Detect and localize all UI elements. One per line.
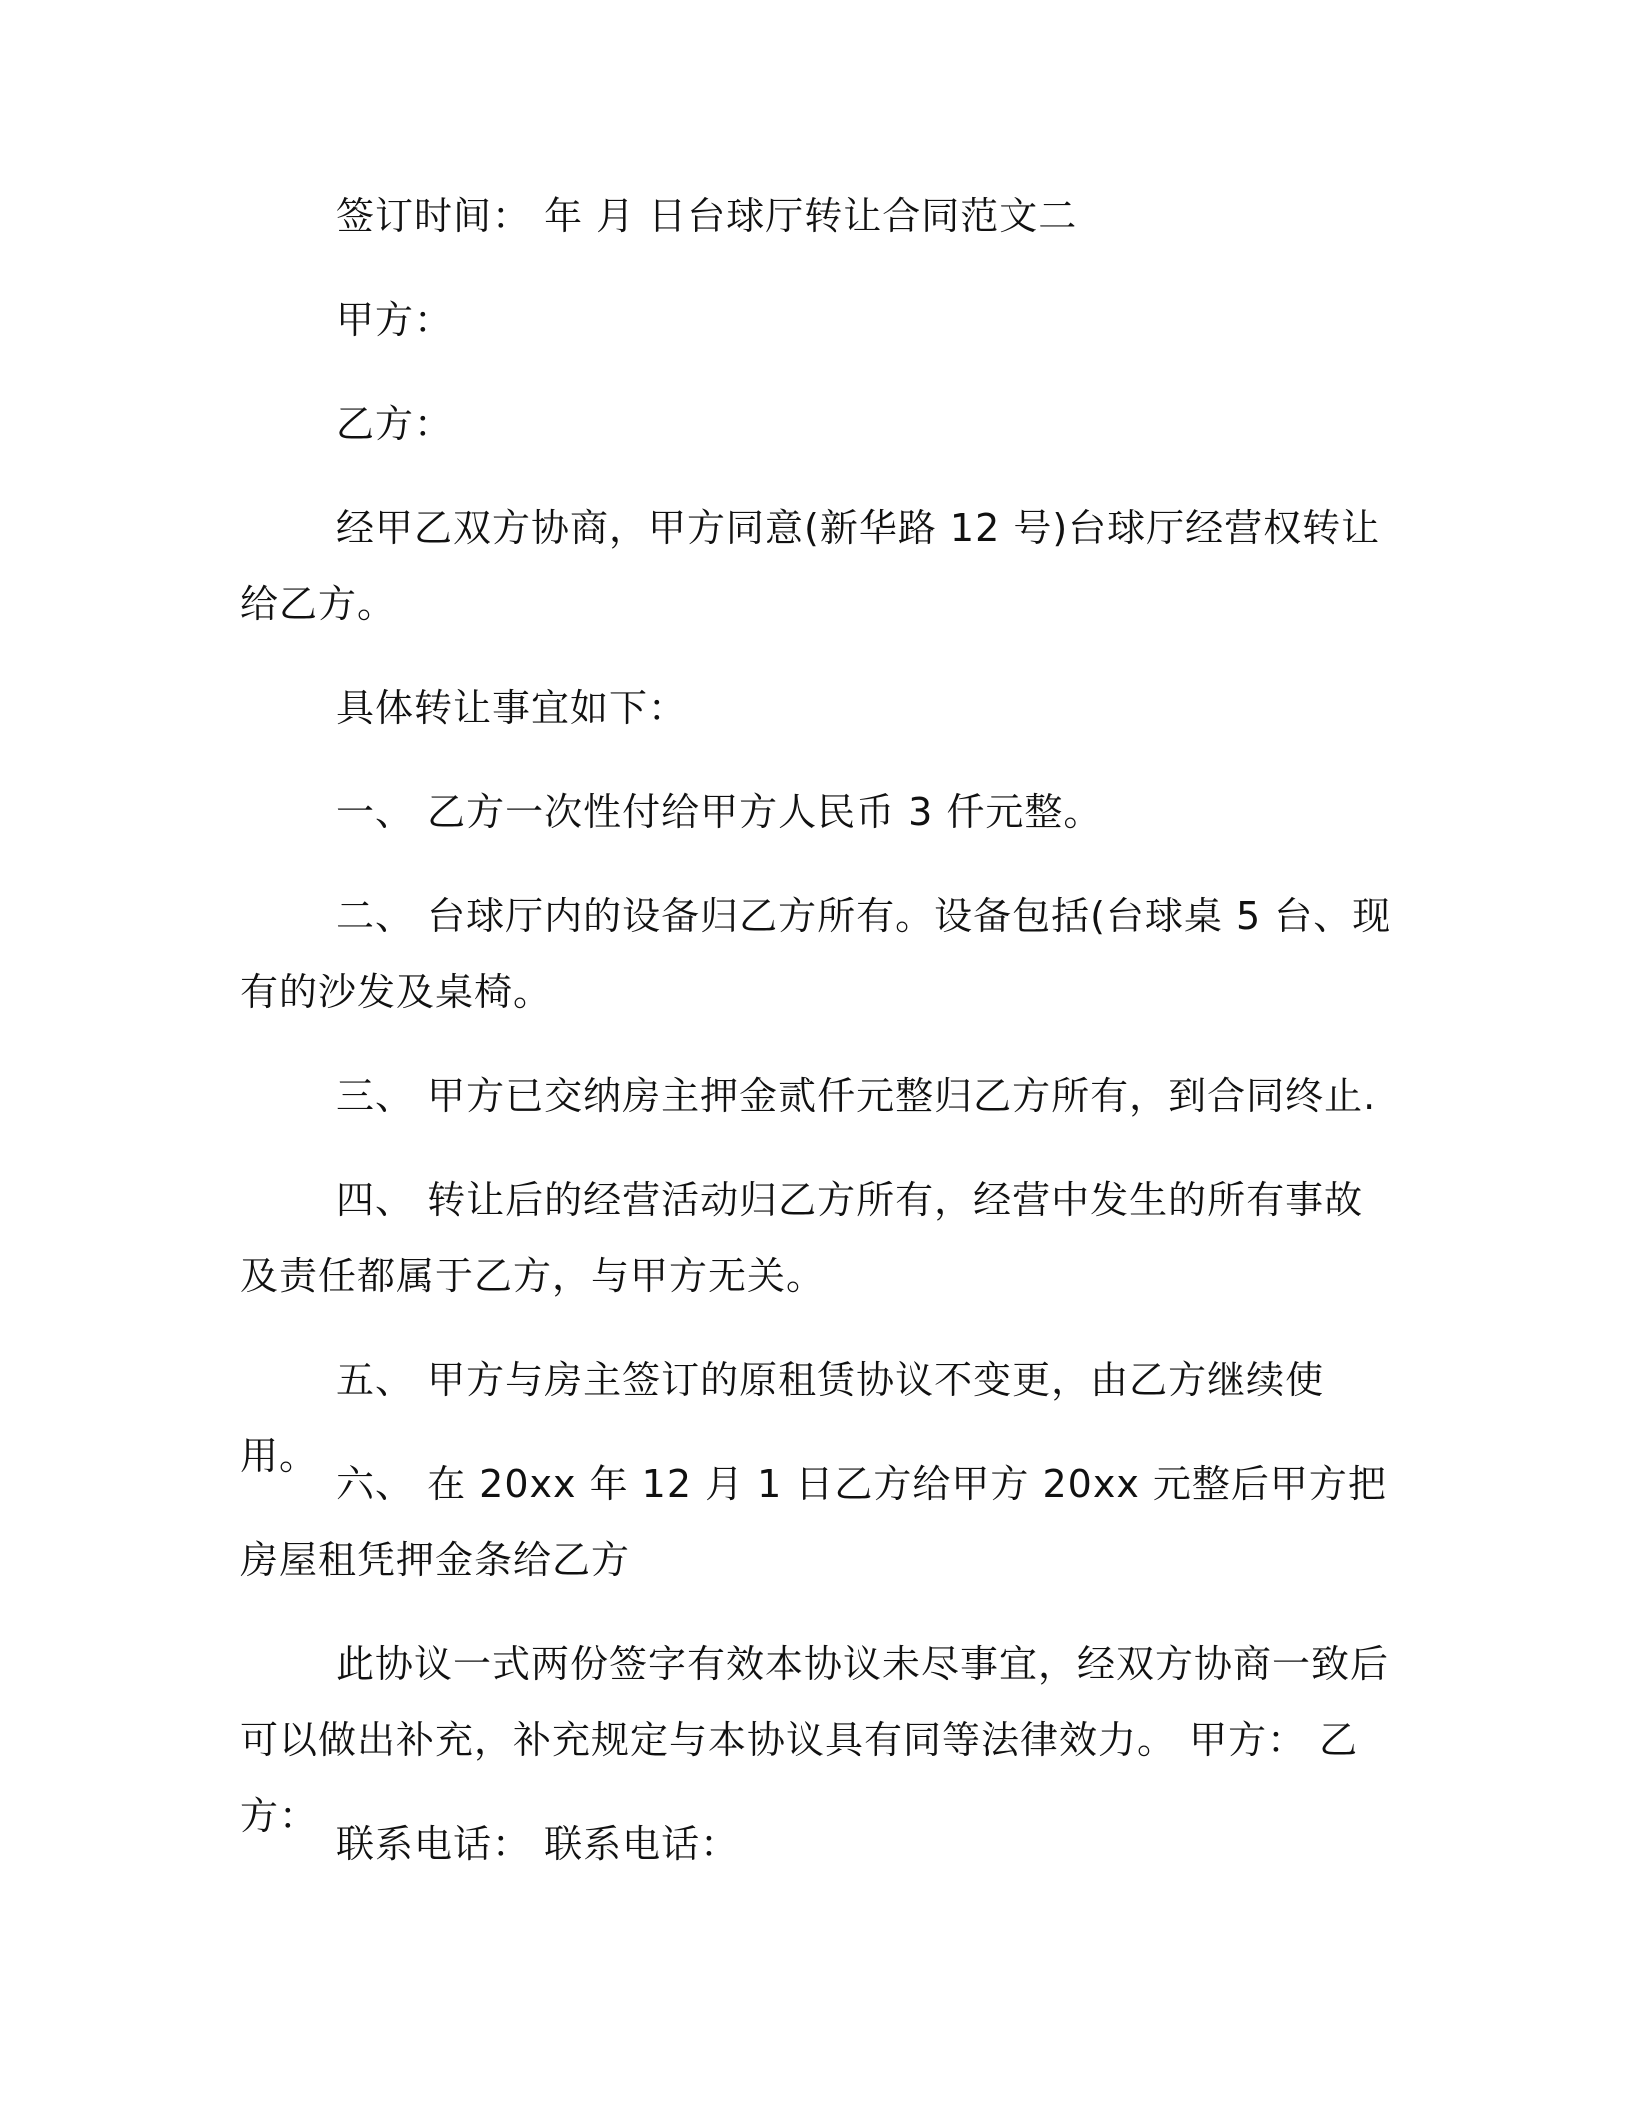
contact-phone-line: 联系电话： 联系电话： xyxy=(336,1822,740,1866)
party-a-line: 甲方： xyxy=(336,298,454,342)
clause-3: 三、 甲方已交纳房主押金贰仟元整归乙方所有，到合同终止. xyxy=(336,1074,1377,1118)
transfer-details-heading: 具体转让事宜如下： xyxy=(336,686,688,730)
signing-date-line: 签订时间： 年 月 日台球厅转让合同范文二 xyxy=(336,194,1078,238)
clause-4: 四、 转让后的经营活动归乙方所有，经营中发生的所有事故及责任都属于乙方，与甲方无关。 xyxy=(240,1178,1364,1298)
agreement-intro-paragraph: 经甲乙双方协商，甲方同意(新华路 12 号)台球厅经营权转让给乙方。 xyxy=(240,506,1381,626)
closing-paragraph: 此协议一式两份签字有效本协议未尽事宜，经双方协商一致后可以做出补充，补充规定与本协议具有同等法律效力。 甲方： 乙方： xyxy=(240,1642,1390,1838)
party-b-line: 乙方： xyxy=(336,402,454,446)
clause-5: 五、 甲方与房主签订的原租赁协议不变更，由乙方继续使用。 xyxy=(240,1358,1325,1478)
clause-2: 二、 台球厅内的设备归乙方所有。设备包括(台球桌 5 台、现有的沙发及桌椅。 xyxy=(240,894,1392,1014)
clause-6: 六、 在 20xx 年 12 月 1 日乙方给甲方 20xx 元整后甲方把房屋租凭押金条给乙方 xyxy=(240,1462,1387,1582)
clause-1: 一、 乙方一次性付给甲方人民币 3 仟元整。 xyxy=(336,790,1103,834)
